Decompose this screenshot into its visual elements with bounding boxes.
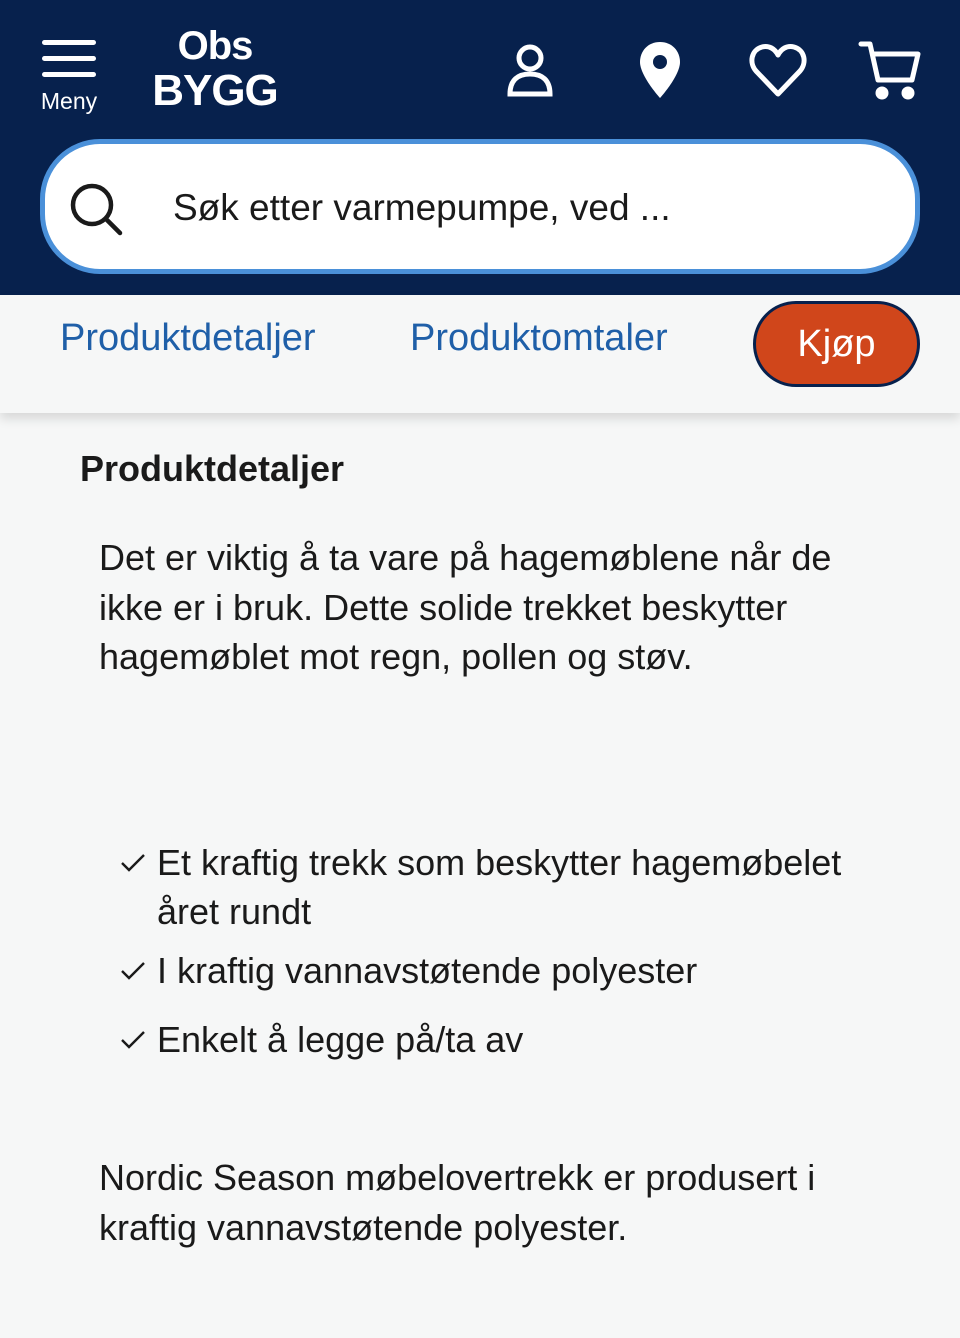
logo-line2: BYGG: [152, 66, 278, 115]
feature-item: [120, 946, 880, 996]
search-input[interactable]: [173, 170, 873, 246]
feature-item: [120, 838, 880, 938]
checkmark-icon: [120, 960, 146, 982]
location-pin-icon[interactable]: [628, 38, 692, 102]
intro-paragraph: Det er viktig å ta vare på hagemøblene når de ikke er i bruk. Dette solide trekket beskytter hagemøblet mot regn, pollen og støv.: [99, 537, 832, 677]
logo-line1: Obs: [177, 24, 253, 68]
tab-produktomtaler[interactable]: Produktomtaler: [410, 317, 668, 359]
search-bar[interactable]: [40, 139, 920, 274]
feature-text: Enkelt å legge på/ta av: [157, 1019, 524, 1060]
tab-produktdetaljer[interactable]: Produktdetaljer: [60, 317, 316, 359]
feature-item: [120, 1015, 880, 1065]
buy-button[interactable]: Kjøp: [753, 301, 920, 387]
menu-button[interactable]: [30, 36, 110, 120]
cart-icon[interactable]: [858, 38, 922, 102]
search-icon[interactable]: [67, 180, 125, 238]
product-subnav: [0, 295, 960, 413]
hamburger-icon: [42, 40, 96, 80]
checkmark-icon: [120, 1029, 146, 1051]
feature-text: Et kraftig trekk som beskytter hagemøbelet året rundt: [157, 842, 842, 932]
obs-bygg-logo[interactable]: [150, 24, 280, 114]
feature-text: I kraftig vannavstøtende polyester: [157, 950, 698, 991]
section-title: Produktdetaljer: [80, 448, 345, 489]
outro-paragraph: Nordic Season møbelovertrekk er produsert i kraftig vannavstøtende polyester.: [99, 1157, 816, 1248]
menu-label: Meny: [40, 88, 98, 114]
checkmark-icon: [120, 852, 146, 874]
site-header: [0, 0, 960, 295]
heart-icon[interactable]: [746, 38, 810, 102]
user-icon[interactable]: [498, 38, 562, 102]
